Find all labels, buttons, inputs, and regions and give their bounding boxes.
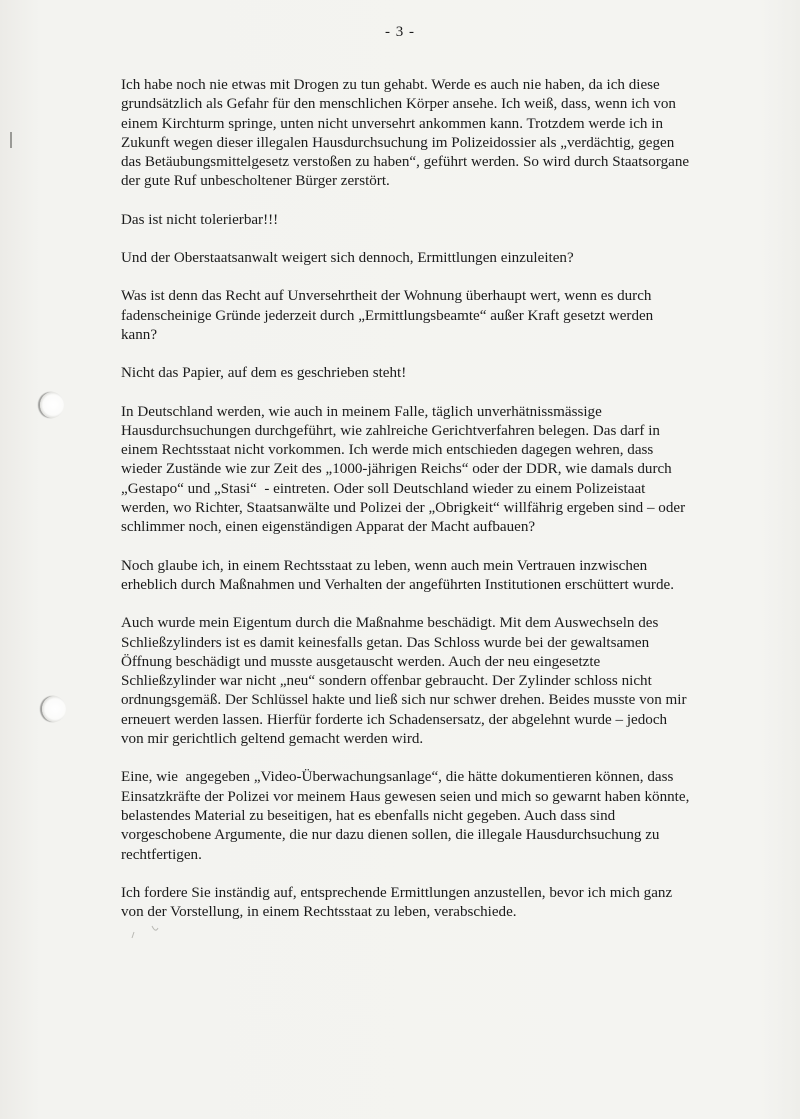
page-number: - 3 - <box>385 24 415 40</box>
paragraph-not-tolerable: Das ist nicht tolerierbar!!! <box>121 211 279 228</box>
paragraph-prosecutor: Und der Oberstaatsanwalt weigert sich dennoch, Ermittlungen einzuleiten? <box>121 250 574 267</box>
letter-body <box>121 76 701 941</box>
paragraph-property-damage: Auch wurde mein Eigentum durch die Maßnahme beschädigt. Mit dem Auswechseln des Schließzylinders ist es damit keinesfalls getan. Das Schloss wurde bei der gewaltsamen Öffnung beschädigt und musste ausgetauscht werden. Auch der neu eingesetzte Schließzylinder war nicht „neu“ sondern offenbar gebraucht. Der Zylinder schloss nicht ordnungsgemäß. Der Schlüssel hakte und ließ sich nur schwer drehen. Beides musste von mir erneuert werden lassen. Hierfür forderte ich Schadensersatz, der abgelehnt wurde – jedoch von mir gerichtlich geltend gemacht werden wird. <box>121 615 687 748</box>
punch-hole-icon <box>40 392 64 418</box>
paragraph-rule-of-law: Noch glaube ich, in einem Rechtsstaat zu leben, wenn auch mein Vertrauen inzwischen erheblich durch Maßnahmen und Verhalten der angeführten Institutionen erschüttert wurde. <box>121 557 674 593</box>
paragraph-germany-searches: In Deutschland werden, wie auch in meinem Falle, täglich unverhätnissmässige Hausdurchsuchungen durchgeführt, wie zahlreiche Gerichtverfahren belegen. Das darf in einem Rechtsstaat nicht vorkommen. Ich werde mich entschieden dagegen wehren, dass wieder Zustände wie zur Zeit des „1000-jährigen Reichs“ oder der DDR, wie damals durch „Gestapo“ und „Stasi“ - eintreten. Oder soll Deutschland wieder zu einem Polizeistaat werden, wo Richter, Staatsanwälte und Polizei der „Obrigkeit“ willfährig ergeben sind – oder schlimmer noch, einen eigenständigen Apparat der Macht aufbauen? <box>121 403 686 536</box>
margin-mark <box>10 132 12 148</box>
paragraph-video-surveillance: Eine, wie angegeben „Video-Überwachungsanlage“, die hätte dokumentieren können, dass Einsatzkräfte der Polizei vor meinem Haus gewesen seien und mich so gewarnt haben könnte, belastendes Material zu beseitigen, hat es ebenfalls nicht gegeben. Auch dass sind vorgeschobene Argumente, die nur dazu dienen sollen, die illegale Hausdurchsuchung zu rechtfertigen. <box>121 769 690 863</box>
paragraph-paper: Nicht das Papier, auf dem es geschrieben steht! <box>121 365 407 382</box>
paragraph-drugs: Ich habe noch nie etwas mit Drogen zu tun gehabt. Werde es auch nie haben, da ich diese grundsätzlich als Gefahr für den menschlichen Körper ansehe. Ich weiß, dass, wenn ich von einem Kirchturm springe, unten nicht unversehrt ankommen kann. Trotzdem werde ich in Zukunft wegen dieser illegalen Hausdurchsuchung im Polizeidossier als „verdächtig, gegen das Betäubungsmittelgesetz verstoßen zu haben“, geführt werden. So wird durch Staatsorgane der gute Ruf unbescholtener Bürger zerstört. <box>121 77 690 190</box>
paragraph-demand: Ich fordere Sie inständig auf, entsprechende Ermittlungen anzustellen, bevor ich mich ganz von der Vorstellung, in einem Rechtsstaat zu leben, verabschiede. <box>121 884 673 921</box>
punch-hole-icon <box>42 696 66 722</box>
signature-mark-icon <box>128 916 188 946</box>
paragraph-home-inviolability: Was ist denn das Recht auf Unversehrtheit der Wohnung überhaupt wert, wenn es durch fadenscheinige Gründe jederzeit durch „Ermittlungsbeamte“ außer Kraft gesetzt werden kann? <box>121 288 654 343</box>
